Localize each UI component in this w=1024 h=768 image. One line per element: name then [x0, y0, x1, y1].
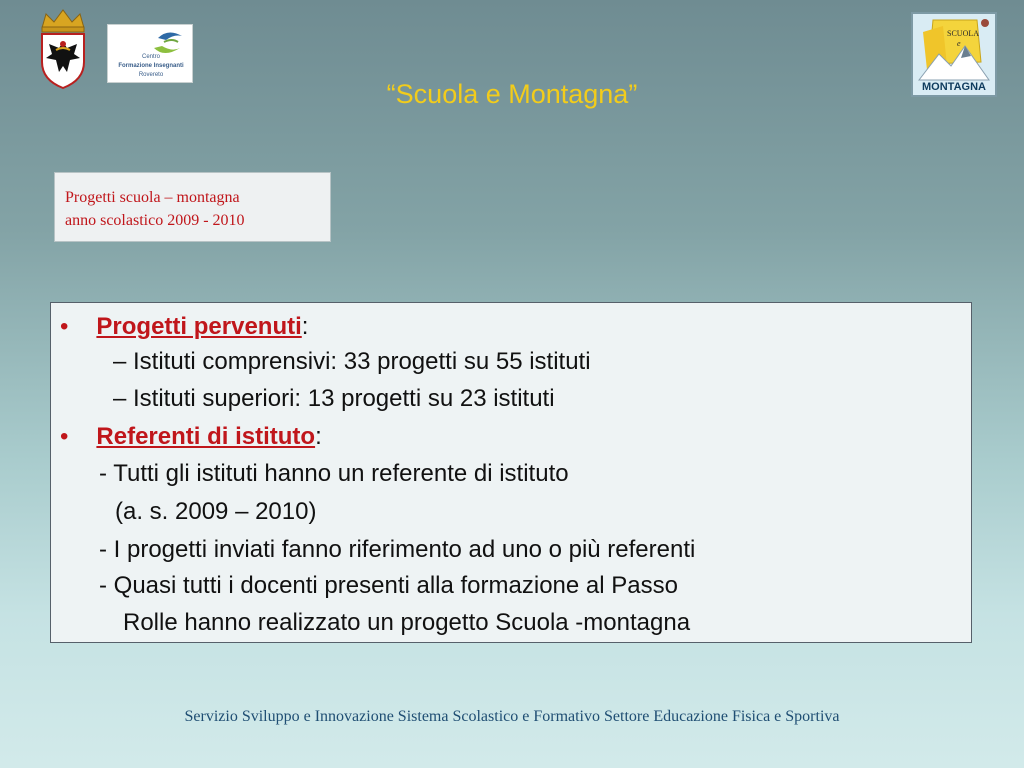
sm-logo-bottom-text: MONTAGNA	[922, 81, 986, 93]
slide-title: “Scuola e Montagna”	[386, 79, 638, 109]
section-referenti-heading: Referenti di istituto	[96, 423, 316, 450]
list-item: - I progetti inviati fanno riferimento ad uno o più referenti	[99, 536, 696, 563]
cfi-logo-line3: Rovereto	[138, 72, 164, 78]
sm-logo-top-line2: e	[957, 39, 961, 48]
list-item: - Quasi tutti i docenti presenti alla formazione al Passo	[99, 572, 678, 599]
subtitle-box	[54, 172, 331, 242]
subtitle-line1: Progetti scuola – montagna	[65, 189, 240, 206]
section-progetti	[60, 312, 308, 342]
subtitle-line2: anno scolastico 2009 - 2010	[65, 212, 245, 229]
section-referenti	[60, 422, 322, 452]
footer-text: Servizio Sviluppo e Innovazione Sistema Scolastico e Formativo Settore Educazione Fisica e Sportiva	[184, 708, 840, 725]
bullet-icon: •	[60, 423, 69, 450]
cfi-logo-line2: Formazione Insegnanti	[118, 63, 184, 69]
list-item: - Tutti gli istituti hanno un referente di istituto	[99, 460, 569, 487]
sm-logo-top-line1: SCUOLA	[947, 29, 980, 38]
list-item: Rolle hanno realizzato un progetto Scuola -montagna	[123, 609, 691, 636]
list-item: (a. s. 2009 – 2010)	[115, 498, 317, 525]
section-progetti-heading: Progetti pervenuti	[96, 313, 302, 340]
section-progetti-colon: :	[301, 313, 309, 340]
cfi-logo-line1: Centro	[141, 54, 160, 60]
bullet-icon: •	[60, 313, 69, 340]
list-item: – Istituti superiori: 13 progetti su 23 istituti	[113, 385, 555, 412]
list-item: – Istituti comprensivi: 33 progetti su 55 istituti	[113, 348, 591, 375]
content-box	[50, 302, 972, 643]
section-referenti-colon: :	[315, 423, 322, 450]
